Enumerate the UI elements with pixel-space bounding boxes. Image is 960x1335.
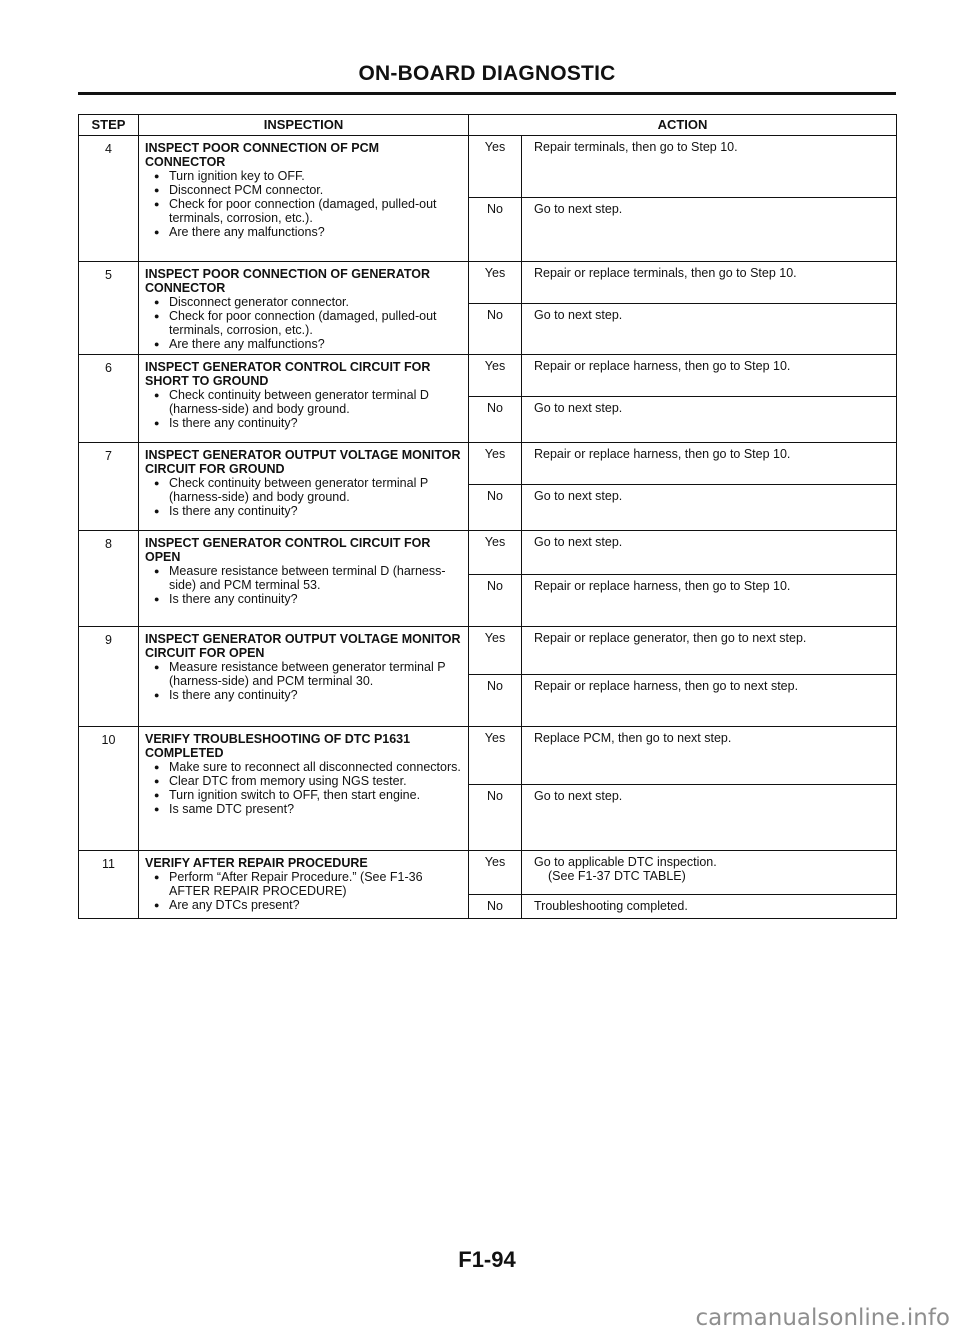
action-cell — [522, 355, 897, 397]
action-text: (See F1-37 DTC TABLE) — [548, 869, 686, 883]
inspection-steps — [145, 760, 462, 816]
action-cell — [522, 262, 897, 304]
inspection-cell — [139, 851, 469, 919]
answer-label: No — [469, 485, 522, 531]
inspection-title: VERIFY AFTER REPAIR PROCEDURE — [145, 856, 368, 870]
watermark: carmanualsonline.info — [695, 1305, 950, 1331]
inspection-title: INSPECT GENERATOR OUTPUT VOLTAGE MONITOR CIRCUIT FOR OPEN — [145, 632, 461, 660]
table-row — [79, 355, 897, 397]
table-row — [79, 136, 897, 198]
action-cell — [522, 485, 897, 531]
inspection-step-item: ● Perform “After Repair Procedure.” (See F1-36 AFTER REPAIR PROCEDURE) — [145, 870, 462, 898]
action-text: Repair or replace terminals, then go to Step 10. — [534, 266, 797, 280]
inspection-steps — [145, 169, 462, 239]
inspection-cell — [139, 262, 469, 355]
inspection-cell — [139, 627, 469, 727]
table-row — [79, 531, 897, 575]
action-cell — [522, 397, 897, 443]
step-number: 6 — [79, 355, 139, 443]
header-rule — [78, 92, 896, 95]
step-number: 10 — [79, 727, 139, 851]
action-text: Repair or replace harness, then go to Step 10. — [534, 579, 791, 593]
inspection-step-item: ● Check continuity between generator terminal P (harness-side) and body ground. — [145, 476, 462, 504]
inspection-cell — [139, 443, 469, 531]
action-text: Go to next step. — [534, 789, 623, 803]
action-text: Troubleshooting completed. — [534, 899, 688, 913]
inspection-step-item: ● Are there any malfunctions? — [145, 337, 462, 351]
action-text: Repair or replace harness, then go to next step. — [534, 679, 799, 693]
answer-label: Yes — [469, 627, 522, 675]
inspection-cell — [139, 136, 469, 262]
inspection-step-item: ● Is there any continuity? — [145, 592, 462, 606]
action-cell — [522, 627, 897, 675]
inspection-title: VERIFY TROUBLESHOOTING OF DTC P1631 COMPLETED — [145, 732, 411, 760]
inspection-step-item: ● Are any DTCs present? — [145, 898, 462, 912]
inspection-step-item: ● Measure resistance between terminal D (harness-side) and PCM terminal 53. — [145, 564, 462, 592]
inspection-steps — [145, 660, 462, 702]
inspection-step-item: ● Clear DTC from memory using NGS tester. — [145, 774, 462, 788]
step-number: 8 — [79, 531, 139, 627]
action-text: Repair or replace generator, then go to next step. — [534, 631, 807, 645]
inspection-step-item: ● Check for poor connection (damaged, pulled-out terminals, corrosion, etc.). — [145, 197, 462, 225]
answer-label: No — [469, 397, 522, 443]
inspection-title: INSPECT GENERATOR CONTROL CIRCUIT FOR OPEN — [145, 536, 431, 564]
inspection-step-item: ● Disconnect generator connector. — [145, 295, 462, 309]
answer-label: Yes — [469, 355, 522, 397]
inspection-step-item: ● Is there any continuity? — [145, 688, 462, 702]
inspection-step-item: ● Are there any malfunctions? — [145, 225, 462, 239]
step-number: 11 — [79, 851, 139, 919]
answer-label: No — [469, 895, 522, 919]
inspection-step-item: ● Disconnect PCM connector. — [145, 183, 462, 197]
inspection-step-item: ● Is there any continuity? — [145, 416, 462, 430]
action-text: Go to next step. — [534, 535, 623, 549]
inspection-step-item: ● Check continuity between generator terminal D (harness-side) and body ground. — [145, 388, 462, 416]
action-cell — [522, 531, 897, 575]
table-body — [79, 136, 897, 919]
answer-label: No — [469, 198, 522, 262]
action-text: Repair or replace harness, then go to Step 10. — [534, 359, 791, 373]
inspection-title: INSPECT POOR CONNECTION OF PCM CONNECTOR — [145, 141, 380, 169]
answer-label: Yes — [469, 443, 522, 485]
action-text: Go to applicable DTC inspection. — [534, 855, 717, 869]
page-number: F1-94 — [458, 1247, 516, 1272]
inspection-cell — [139, 355, 469, 443]
action-cell — [522, 851, 897, 895]
inspection-steps — [145, 388, 462, 430]
inspection-steps — [145, 476, 462, 518]
inspection-title: INSPECT GENERATOR CONTROL CIRCUIT FOR SHORT TO GROUND — [145, 360, 431, 388]
table-row — [79, 851, 897, 895]
inspection-steps — [145, 295, 462, 351]
action-cell — [522, 443, 897, 485]
answer-label: No — [469, 304, 522, 355]
inspection-steps — [145, 870, 462, 912]
action-cell — [522, 198, 897, 262]
column-header-action: ACTION — [469, 115, 897, 136]
inspection-step-item: ● Turn ignition switch to OFF, then start engine. — [145, 788, 462, 802]
diagnostic-table — [78, 114, 897, 919]
answer-label: Yes — [469, 531, 522, 575]
table-row — [79, 727, 897, 785]
inspection-step-item: ● Check for poor connection (damaged, pulled-out terminals, corrosion, etc.). — [145, 309, 462, 337]
action-cell — [522, 727, 897, 785]
step-number: 7 — [79, 443, 139, 531]
action-cell — [522, 304, 897, 355]
action-text: Go to next step. — [534, 401, 623, 415]
answer-label: Yes — [469, 727, 522, 785]
action-cell — [522, 785, 897, 851]
inspection-step-item: ● Make sure to reconnect all disconnected connectors. — [145, 760, 462, 774]
table-row — [79, 262, 897, 304]
inspection-step-item: ● Is same DTC present? — [145, 802, 462, 816]
answer-label: Yes — [469, 851, 522, 895]
action-cell — [522, 575, 897, 627]
column-header-step: STEP — [79, 115, 139, 136]
column-header-inspection: INSPECTION — [139, 115, 469, 136]
inspection-cell — [139, 531, 469, 627]
inspection-step-item: ● Turn ignition key to OFF. — [145, 169, 462, 183]
inspection-title: INSPECT GENERATOR OUTPUT VOLTAGE MONITOR CIRCUIT FOR GROUND — [145, 448, 461, 476]
answer-label: No — [469, 785, 522, 851]
action-text: Go to next step. — [534, 489, 623, 503]
table-row — [79, 443, 897, 485]
inspection-steps — [145, 564, 462, 606]
page-title: ON-BOARD DIAGNOSTIC — [358, 62, 616, 85]
answer-label: Yes — [469, 136, 522, 198]
table-row — [79, 627, 897, 675]
action-cell — [522, 136, 897, 198]
step-number: 5 — [79, 262, 139, 355]
step-number: 9 — [79, 627, 139, 727]
inspection-title: INSPECT POOR CONNECTION OF GENERATOR CONNECTOR — [145, 267, 430, 295]
answer-label: Yes — [469, 262, 522, 304]
answer-label: No — [469, 675, 522, 727]
action-cell — [522, 675, 897, 727]
table-header-row — [79, 115, 897, 136]
action-text: Go to next step. — [534, 308, 623, 323]
step-number: 4 — [79, 136, 139, 262]
answer-label: No — [469, 575, 522, 627]
action-text: Replace PCM, then go to next step. — [534, 731, 732, 745]
action-cell — [522, 895, 897, 919]
action-text: Repair or replace harness, then go to Step 10. — [534, 447, 791, 461]
inspection-step-item: ● Is there any continuity? — [145, 504, 462, 518]
inspection-cell — [139, 727, 469, 851]
inspection-step-item: ● Measure resistance between generator terminal P (harness-side) and PCM terminal 30. — [145, 660, 462, 688]
action-text: Go to next step. — [534, 202, 623, 216]
action-text: Repair terminals, then go to Step 10. — [534, 140, 738, 154]
